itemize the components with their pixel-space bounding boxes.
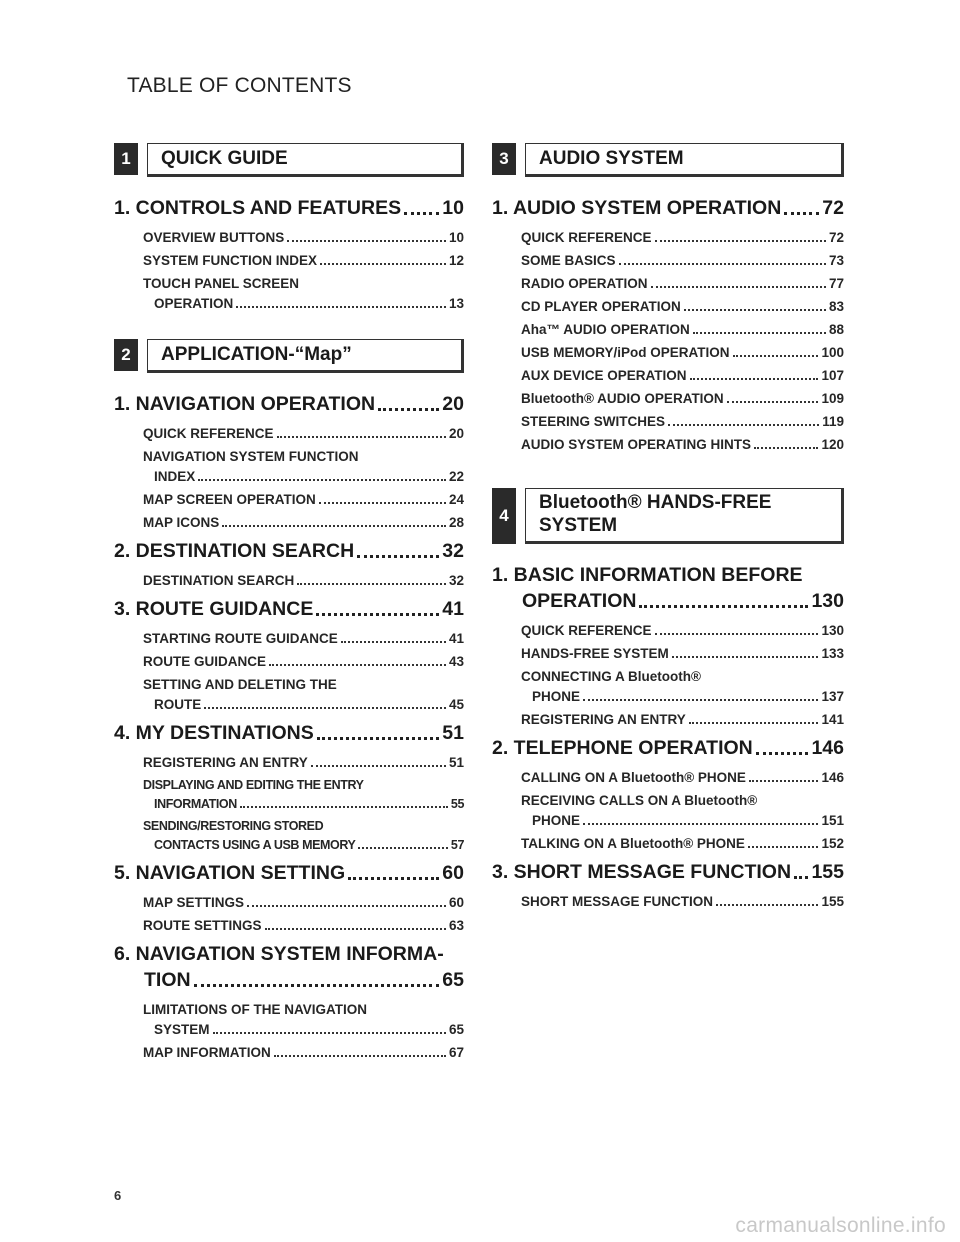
entry-label: MAP INFORMATION	[143, 1045, 271, 1060]
toc-entry[interactable]	[143, 573, 464, 588]
toc-chapter[interactable]	[492, 737, 844, 760]
toc-entry[interactable]	[521, 230, 844, 245]
page-ref: 24	[448, 492, 464, 507]
toc-entries	[114, 230, 464, 311]
toc-entries	[492, 770, 844, 851]
dot-leader	[198, 479, 446, 481]
toc-entries	[114, 631, 464, 712]
page-ref: 60	[448, 895, 464, 910]
entry-label: DISPLAYING AND EDITING THE ENTRY	[143, 778, 364, 792]
page-ref: 41	[442, 598, 464, 620]
toc-entry[interactable]	[143, 677, 464, 712]
section-2-header	[114, 339, 464, 373]
entry-label: TALKING ON A Bluetooth® PHONE	[521, 836, 745, 851]
toc-entry[interactable]	[521, 770, 844, 785]
page-ref: 137	[821, 689, 844, 704]
entry-label-cont: PHONE	[532, 813, 581, 828]
right-column	[492, 143, 844, 919]
page-ref: 119	[822, 414, 844, 429]
entry-label: QUICK REFERENCE	[521, 623, 652, 638]
chapter-title: 3. SHORT MESSAGE FUNCTION	[492, 861, 792, 883]
dot-leader	[269, 664, 446, 666]
section-number-badge: 2	[114, 339, 138, 371]
dot-leader	[348, 877, 439, 880]
dot-leader	[297, 583, 446, 585]
entry-label-cont: INDEX	[154, 469, 196, 484]
section-3-header	[492, 143, 844, 177]
entry-label: REGISTERING AN ENTRY	[521, 712, 686, 727]
entry-label-cont: INFORMATION	[154, 797, 237, 811]
toc-entry[interactable]	[143, 1002, 464, 1037]
page-ref: 72	[822, 197, 844, 219]
section-title: APPLICATION-“Map”	[147, 339, 464, 373]
toc-entry[interactable]	[143, 276, 464, 311]
page-ref: 72	[828, 230, 844, 245]
toc-entries	[492, 623, 844, 727]
toc-chapter[interactable]	[492, 564, 844, 613]
toc-chapter[interactable]	[114, 540, 464, 563]
chapter-title: 3. ROUTE GUIDANCE	[114, 598, 314, 620]
chapter-title-cont: OPERATION	[522, 590, 637, 612]
entry-label: AUDIO SYSTEM OPERATING HINTS	[521, 437, 752, 452]
chapter-title: 1. NAVIGATION OPERATION	[114, 393, 376, 415]
entry-label: STARTING ROUTE GUIDANCE	[143, 631, 338, 646]
entry-label: REGISTERING AN ENTRY	[143, 755, 308, 770]
toc-entry[interactable]	[521, 276, 844, 291]
entry-label-cont: OPERATION	[154, 296, 234, 311]
toc-entry[interactable]	[143, 895, 464, 910]
toc-entry[interactable]	[143, 492, 464, 507]
toc-entry[interactable]	[521, 391, 844, 406]
entry-label: AUX DEVICE OPERATION	[521, 368, 687, 383]
section-title-line: SYSTEM	[539, 515, 618, 536]
entry-label: Bluetooth® AUDIO OPERATION	[521, 391, 724, 406]
page-ref: 41	[448, 631, 464, 646]
entry-label: STEERING SWITCHES	[521, 414, 666, 429]
dot-leader	[247, 905, 446, 907]
toc-entries	[114, 895, 464, 933]
toc-entry[interactable]	[143, 253, 464, 268]
toc-entry[interactable]	[143, 755, 464, 770]
section-title: QUICK GUIDE	[147, 143, 464, 177]
dot-leader	[689, 722, 819, 724]
dot-leader	[316, 613, 439, 616]
dot-leader	[583, 699, 818, 701]
entry-label: OVERVIEW BUTTONS	[143, 230, 285, 245]
dot-leader	[358, 847, 447, 849]
dot-leader	[357, 555, 439, 558]
entry-label: Aha™ AUDIO OPERATION	[521, 322, 690, 337]
toc-entries	[114, 573, 464, 588]
entry-label: RECEIVING CALLS ON A Bluetooth®	[521, 793, 758, 808]
entry-label: HANDS-FREE SYSTEM	[521, 646, 669, 661]
dot-leader	[748, 846, 819, 848]
page-ref: 109	[821, 391, 844, 406]
entry-label: USB MEMORY/iPod OPERATION	[521, 345, 730, 360]
chapter-title: 1. CONTROLS AND FEATURES	[114, 197, 402, 219]
entry-label: ROUTE GUIDANCE	[143, 654, 267, 669]
dot-leader	[716, 904, 818, 906]
page-ref: 133	[821, 646, 844, 661]
entry-label: SETTING AND DELETING THE	[143, 677, 337, 692]
toc-entry[interactable]	[143, 654, 464, 669]
entry-label: CD PLAYER OPERATION	[521, 299, 681, 314]
page-ref: 12	[448, 253, 464, 268]
dot-leader	[274, 1055, 446, 1057]
page-ref: 83	[828, 299, 844, 314]
entry-label: MAP ICONS	[143, 515, 220, 530]
entry-label-cont: ROUTE	[154, 697, 202, 712]
page-ref: 73	[828, 253, 844, 268]
dot-leader	[639, 605, 808, 608]
toc-entry[interactable]	[521, 712, 844, 727]
dot-leader	[194, 984, 440, 987]
page-ref: 13	[448, 296, 464, 311]
section-title-line: Bluetooth® HANDS-FREE	[539, 492, 772, 513]
chapter-title: 5. NAVIGATION SETTING	[114, 862, 346, 884]
entry-label: SOME BASICS	[521, 253, 616, 268]
page-ref: 67	[448, 1045, 464, 1060]
dot-leader	[240, 806, 448, 808]
toc-chapter[interactable]	[114, 598, 464, 621]
toc-chapter[interactable]	[114, 722, 464, 745]
page-ref: 152	[821, 836, 844, 851]
dot-leader	[668, 424, 819, 426]
toc-chapter[interactable]	[492, 861, 844, 884]
section-1-header	[114, 143, 464, 177]
toc-entry[interactable]	[521, 437, 844, 452]
toc-entry[interactable]	[143, 230, 464, 245]
toc-entry[interactable]	[521, 623, 844, 638]
toc-chapter[interactable]	[114, 197, 464, 220]
toc-entry[interactable]	[143, 426, 464, 441]
toc-entry[interactable]	[521, 646, 844, 661]
chapter-title: 1. AUDIO SYSTEM OPERATION	[492, 197, 782, 219]
section-4-header	[492, 488, 844, 544]
page-ref: 146	[821, 770, 844, 785]
chapter-title: 4. MY DESTINATIONS	[114, 722, 314, 744]
chapter-title: 2. DESTINATION SEARCH	[114, 540, 355, 562]
watermark: carmanualsonline.info	[735, 1214, 946, 1237]
toc-entry[interactable]	[143, 819, 464, 852]
dot-leader	[655, 633, 819, 635]
page-title: TABLE OF CONTENTS	[127, 74, 352, 97]
page-ref: 63	[448, 918, 464, 933]
dot-leader	[672, 656, 819, 658]
page-ref: 151	[821, 813, 844, 828]
dot-leader	[317, 737, 440, 740]
page-number: 6	[114, 1188, 122, 1203]
page-ref: 130	[811, 590, 844, 612]
page-ref: 45	[448, 697, 464, 712]
page-ref: 146	[811, 737, 844, 759]
entry-label: CONNECTING A Bluetooth®	[521, 669, 701, 684]
page-ref: 88	[828, 322, 844, 337]
toc-entry[interactable]	[521, 414, 844, 429]
page-ref: 107	[821, 368, 844, 383]
dot-leader	[794, 876, 808, 879]
dot-leader	[651, 286, 826, 288]
dot-leader	[655, 240, 826, 242]
entry-label: QUICK REFERENCE	[521, 230, 652, 245]
entry-label-cont: CONTACTS USING A USB MEMORY	[154, 838, 356, 852]
toc-entry[interactable]	[521, 669, 844, 704]
entry-label: SYSTEM FUNCTION INDEX	[143, 253, 318, 268]
dot-leader	[287, 240, 446, 242]
toc-entry[interactable]	[143, 449, 464, 484]
chapter-title: 2. TELEPHONE OPERATION	[492, 737, 753, 759]
section-title: AUDIO SYSTEM	[525, 143, 844, 177]
toc-entry[interactable]	[521, 836, 844, 851]
dot-leader	[213, 1032, 446, 1034]
section-number-badge: 1	[114, 143, 138, 175]
dot-leader	[619, 263, 826, 265]
toc-entry[interactable]	[143, 778, 464, 811]
dot-leader	[690, 378, 819, 380]
toc-entry[interactable]	[521, 345, 844, 360]
entry-label: RADIO OPERATION	[521, 276, 648, 291]
left-column	[114, 143, 464, 1070]
entry-label: ROUTE SETTINGS	[143, 918, 262, 933]
toc-entry[interactable]	[143, 1045, 464, 1060]
dot-leader	[684, 309, 826, 311]
dot-leader	[404, 212, 439, 215]
toc-entry[interactable]	[143, 631, 464, 646]
page-ref: 22	[448, 469, 464, 484]
dot-leader	[236, 306, 446, 308]
dot-leader	[727, 401, 819, 403]
page-ref: 100	[821, 345, 844, 360]
entry-label-cont: PHONE	[532, 689, 581, 704]
page-ref: 51	[448, 755, 464, 770]
chapter-title-cont: TION	[144, 969, 191, 991]
toc-entry[interactable]	[521, 299, 844, 314]
page-ref: 55	[450, 797, 464, 811]
entry-label: MAP SCREEN OPERATION	[143, 492, 316, 507]
dot-leader	[341, 641, 446, 643]
page-ref: 57	[450, 838, 464, 852]
page-ref: 77	[828, 276, 844, 291]
dot-leader	[583, 823, 818, 825]
page-ref: 130	[821, 623, 844, 638]
toc-chapter[interactable]	[114, 862, 464, 885]
page-ref: 60	[442, 862, 464, 884]
toc-entry[interactable]	[521, 793, 844, 828]
chapter-title: 6. NAVIGATION SYSTEM INFORMA-	[114, 943, 444, 965]
dot-leader	[749, 780, 819, 782]
dot-leader	[222, 525, 446, 527]
toc-entries	[492, 894, 844, 909]
dot-leader	[320, 263, 446, 265]
toc-entry[interactable]	[143, 515, 464, 530]
toc-entry[interactable]	[143, 918, 464, 933]
toc-entries	[114, 755, 464, 852]
toc-chapter[interactable]	[114, 393, 464, 416]
page-ref: 10	[442, 197, 464, 219]
toc-entry[interactable]	[521, 322, 844, 337]
section-title	[525, 488, 844, 544]
dot-leader	[693, 332, 826, 334]
entry-label: CALLING ON A Bluetooth® PHONE	[521, 770, 746, 785]
entry-label-cont: SYSTEM	[154, 1022, 210, 1037]
toc-entry[interactable]	[521, 894, 844, 909]
page-ref: 43	[448, 654, 464, 669]
dot-leader	[204, 707, 446, 709]
page-ref: 20	[448, 426, 464, 441]
page-ref: 10	[448, 230, 464, 245]
toc-entries	[114, 1002, 464, 1060]
dot-leader	[319, 502, 446, 504]
dot-leader	[277, 436, 446, 438]
toc-entry[interactable]	[521, 253, 844, 268]
page-ref: 65	[448, 1022, 464, 1037]
dot-leader	[754, 447, 818, 449]
page-ref: 155	[821, 894, 844, 909]
page-ref: 51	[442, 722, 464, 744]
toc-entry[interactable]	[521, 368, 844, 383]
page-ref: 141	[821, 712, 844, 727]
entry-label: SENDING/RESTORING STORED	[143, 819, 324, 833]
toc-chapter[interactable]	[492, 197, 844, 220]
page-ref: 32	[448, 573, 464, 588]
dot-leader	[756, 752, 809, 755]
entry-label: DESTINATION SEARCH	[143, 573, 295, 588]
chapter-title: 1. BASIC INFORMATION BEFORE	[492, 564, 803, 586]
toc-chapter[interactable]	[114, 943, 464, 992]
page-ref: 120	[821, 437, 844, 452]
section-number-badge: 4	[492, 488, 516, 544]
page-ref: 32	[442, 540, 464, 562]
section-number-badge: 3	[492, 143, 516, 175]
entry-label: SHORT MESSAGE FUNCTION	[521, 894, 714, 909]
entry-label: MAP SETTINGS	[143, 895, 245, 910]
dot-leader	[378, 408, 439, 411]
dot-leader	[265, 928, 446, 930]
toc-entries	[114, 426, 464, 530]
entry-label: NAVIGATION SYSTEM FUNCTION	[143, 449, 359, 464]
page-ref: 155	[811, 861, 844, 883]
page-ref: 65	[442, 969, 464, 991]
page-ref: 20	[442, 393, 464, 415]
entry-label: TOUCH PANEL SCREEN	[143, 276, 300, 291]
dot-leader	[311, 765, 446, 767]
dot-leader	[784, 212, 819, 215]
entry-label: LIMITATIONS OF THE NAVIGATION	[143, 1002, 367, 1017]
page-ref: 28	[448, 515, 464, 530]
entry-label: QUICK REFERENCE	[143, 426, 274, 441]
toc-entries	[492, 230, 844, 452]
dot-leader	[733, 355, 819, 357]
